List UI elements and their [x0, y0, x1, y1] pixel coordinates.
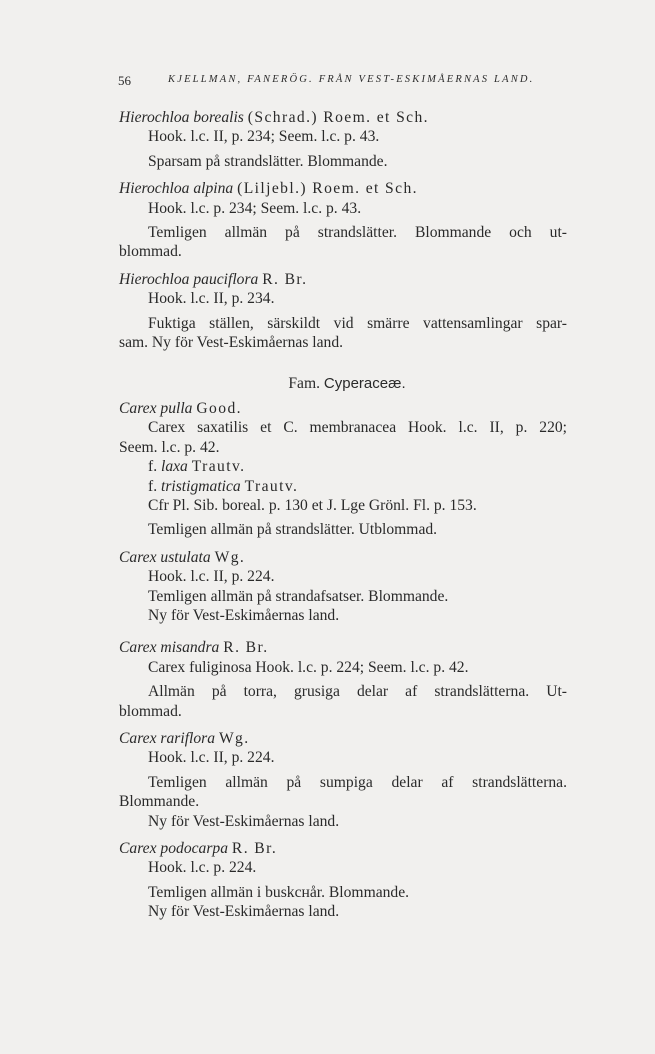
form-line — [119, 457, 567, 476]
species-entry — [119, 108, 567, 171]
note-line: Temligen allmän på strandslätter. Utblommad. — [148, 521, 438, 539]
species-name: Hierochloa pauciflora — [119, 270, 259, 288]
species-name: Carex ustulata — [119, 548, 211, 566]
species-entry — [119, 729, 567, 831]
reference-line: Hook. l.c. II, p. 234. — [148, 290, 275, 308]
species-author: R. Br. — [231, 840, 278, 857]
form-name: tristigmatica — [161, 477, 241, 495]
species-author: R. Br. — [262, 270, 308, 288]
species-name: Carex podocarpa — [119, 840, 228, 857]
reference-line: Hook. l.c. II, p. 224. — [148, 568, 275, 586]
note-line: Ny för Vest-Eskimåernas land. — [148, 606, 340, 624]
species-author: Wg. — [218, 729, 250, 747]
note-line: Temligen allmän på sumpiga delar af strandslätterna. — [148, 773, 567, 791]
species-author: (Liljebl.) Roem. et Sch. — [237, 180, 418, 198]
page-number: 56 — [118, 73, 131, 88]
form-prefix: f. — [148, 458, 158, 476]
species-heading — [119, 399, 567, 418]
species-name: Carex rariflora — [119, 729, 216, 747]
note-line: Sparsam på strandslätter. Blommande. — [148, 152, 388, 170]
synonym-line: Carex fuliginosa Hook. l.c. p. 224; Seem. l.c. p. 42. — [148, 658, 469, 676]
note-line: sam. Ny för Vest-Eskimåernas land. — [119, 334, 344, 352]
family-prefix: Fam. — [288, 375, 320, 393]
species-heading — [119, 548, 567, 567]
note-line: Blommande. — [119, 793, 200, 811]
form-name: laxa — [161, 458, 188, 476]
reference-line: Hook. l.c. p. 234; Seem. l.c. p. 43. — [148, 199, 362, 217]
reference-line: Hook. l.c. p. 224. — [148, 859, 257, 877]
species-entry — [119, 399, 567, 540]
note-line: Ny för Vest-Eskimåernas land. — [148, 903, 340, 921]
reference-line: Hook. l.c. II, p. 234; Seem. l.c. p. 43. — [148, 128, 380, 146]
species-entry — [119, 548, 567, 626]
species-name: Hierochloa borealis — [119, 109, 244, 126]
family-heading — [119, 374, 567, 393]
species-name: Hierochloa alpina — [119, 180, 234, 198]
species-name: Carex misandra — [119, 639, 220, 657]
synonym-line: Seem. l.c. p. 42. — [119, 438, 220, 456]
species-entry — [119, 638, 567, 721]
note-line: Temligen allmän på strandslätter. Blommande och ut- — [148, 224, 567, 242]
species-author: R. Br. — [223, 639, 269, 657]
synonym-line: Carex saxatilis et C. membranacea Hook. l.c. II, p. 220; — [148, 419, 567, 437]
species-heading — [119, 108, 567, 127]
species-entry — [119, 839, 567, 922]
species-heading — [119, 839, 567, 858]
species-author: (Schrad.) Roem. et Sch. — [247, 109, 429, 126]
species-entry — [119, 179, 567, 262]
species-author: Good. — [196, 399, 242, 417]
note-line: blommad. — [119, 702, 182, 720]
form-author: Trautv. — [244, 477, 299, 495]
note-line: Allmän på torra, grusiga delar af strandslätterna. Ut- — [148, 683, 567, 701]
running-title: KJELLMAN, FANERÖG. FRÅN VEST-ESKIMÅERNAS LAND. — [168, 74, 535, 85]
species-heading — [119, 729, 567, 748]
form-author: Trautv. — [191, 458, 246, 476]
species-entry — [119, 270, 567, 353]
species-heading — [119, 270, 567, 289]
species-heading — [119, 179, 567, 198]
species-name: Carex pulla — [119, 399, 193, 417]
form-prefix: f. — [148, 477, 158, 495]
form-line — [119, 477, 567, 496]
note-line: Ny för Vest-Eskimåernas land. — [148, 812, 340, 830]
family-name: Cyperaceæ. — [323, 375, 406, 393]
reference-line: Cfr Pl. Sib. boreal. p. 130 et J. Lge Grönl. Fl. p. 153. — [148, 496, 477, 514]
note-line: blommad. — [119, 243, 182, 261]
page-header — [118, 73, 558, 95]
note-line: Fuktiga ställen, särskildt vid smärre vattensamlingar spar- — [148, 314, 567, 332]
reference-line: Hook. l.c. II, p. 224. — [148, 749, 275, 767]
species-heading — [119, 638, 567, 657]
species-author: Wg. — [214, 548, 246, 566]
note-line: Temligen allmän i buskснår. Blommande. — [148, 883, 410, 901]
page-body — [119, 108, 567, 922]
note-line: Temligen allmän på strandafsatser. Blommande. — [148, 587, 449, 605]
